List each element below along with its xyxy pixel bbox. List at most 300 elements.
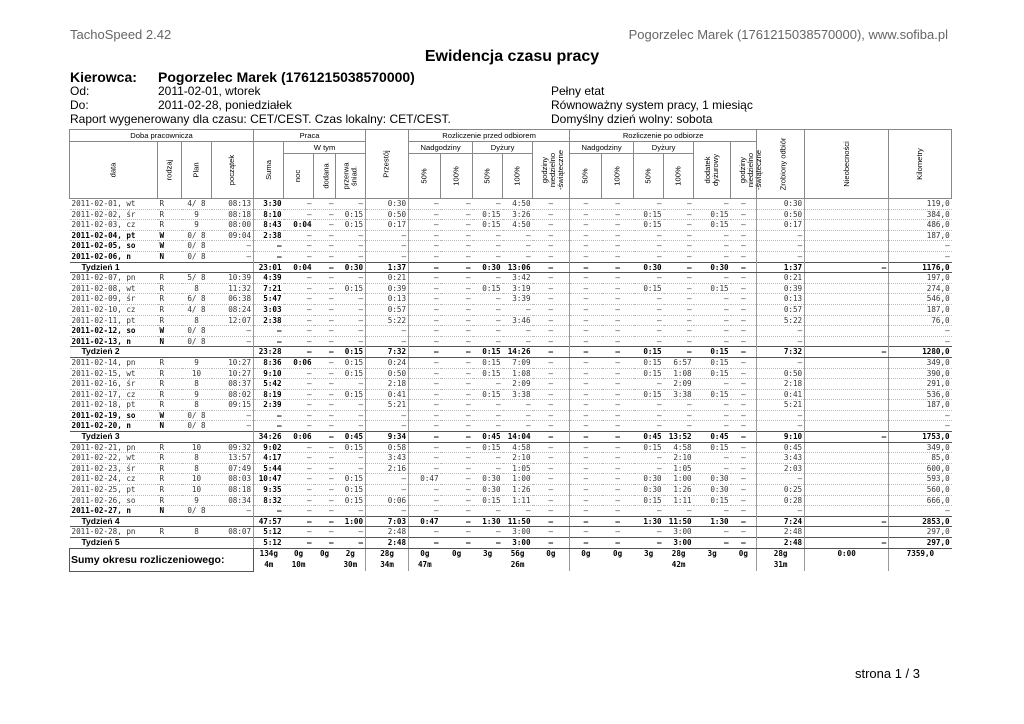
- table-cell: R: [158, 442, 182, 453]
- table-cell: –: [336, 527, 366, 538]
- table-cell: –: [336, 400, 366, 411]
- table-cell: 0:45: [473, 432, 503, 443]
- table-cell: 2011-02-22, wt: [70, 453, 158, 464]
- table-cell: 3:39: [503, 294, 533, 305]
- table-cell: –: [533, 304, 570, 315]
- table-cell: –: [473, 421, 503, 432]
- day-row: [70, 400, 952, 411]
- table-cell: R: [158, 495, 182, 506]
- table-cell: –: [634, 527, 664, 538]
- col-po-dodatek: dodatek dyżurowy: [694, 142, 731, 199]
- table-cell: –: [757, 326, 805, 337]
- col-po-dyz-50: 50%: [634, 154, 664, 199]
- table-cell: –: [284, 273, 314, 284]
- table-cell: –: [441, 495, 473, 506]
- table-cell: –: [570, 230, 602, 241]
- table-cell: 0:17: [757, 220, 805, 231]
- table-cell: –: [473, 273, 503, 284]
- table-cell: –: [336, 410, 366, 421]
- page-number: strona 1 / 3: [854, 666, 920, 681]
- page-title: Ewidencja czasu pracy: [424, 48, 600, 65]
- table-cell: –: [441, 379, 473, 390]
- report-timezone-line: Raport wygenerowany dla czasu: CET/CEST. Czas lokalny: CET/CEST.: [70, 112, 451, 126]
- table-cell: –: [314, 262, 336, 273]
- table-cell: –: [570, 506, 602, 517]
- table-cell: –: [533, 442, 570, 453]
- table-cell: 26m: [510, 560, 525, 570]
- table-cell: –: [409, 410, 441, 421]
- table-cell: 0:24: [366, 357, 409, 368]
- table-cell: –: [634, 410, 664, 421]
- day-row: [70, 389, 952, 400]
- table-cell: 2:09: [664, 379, 694, 390]
- table-cell: –: [314, 389, 336, 400]
- col-group-przed: Rozliczenie przed odbiorem: [409, 130, 570, 142]
- table-cell: –: [409, 389, 441, 400]
- table-cell: –: [731, 230, 757, 241]
- table-cell: 0:50: [366, 209, 409, 220]
- table-cell: 2:48: [757, 527, 805, 538]
- table-cell: 9:35: [254, 485, 284, 496]
- table-cell: –: [533, 379, 570, 390]
- day-row: [70, 442, 952, 453]
- table-cell: –: [570, 400, 602, 411]
- table-cell: –: [533, 463, 570, 474]
- table-cell: –: [731, 410, 757, 421]
- table-cell: 42m: [671, 560, 686, 570]
- table-cell: 0g: [284, 548, 314, 560]
- table-cell: W: [158, 230, 182, 241]
- table-cell: 0:15: [473, 209, 503, 220]
- table-cell: –: [284, 209, 314, 220]
- table-cell: 7:24: [757, 516, 805, 527]
- table-cell: R: [158, 294, 182, 305]
- col-dodana: dodana: [314, 154, 336, 199]
- table-cell: –: [602, 527, 634, 538]
- table-cell: –: [664, 220, 694, 231]
- table-cell: –: [602, 506, 634, 517]
- table-cell: –: [694, 379, 731, 390]
- table-cell: –: [634, 506, 664, 517]
- driver-info: [70, 70, 451, 126]
- table-cell: [473, 560, 503, 571]
- table-cell: [805, 495, 889, 506]
- day-row: [70, 421, 952, 432]
- table-cell: 2:48: [366, 538, 409, 549]
- table-cell: [805, 357, 889, 368]
- table-cell: 0:39: [366, 283, 409, 294]
- table-cell: –: [336, 506, 366, 517]
- table-cell: N: [158, 506, 182, 517]
- table-cell: 2011-02-21, pn: [70, 442, 158, 453]
- table-cell: –: [212, 241, 254, 252]
- table-cell: 1:30: [634, 516, 664, 527]
- table-cell: –: [409, 432, 441, 443]
- table-cell: 1:26: [503, 485, 533, 496]
- table-cell: –: [602, 336, 634, 347]
- table-cell: –: [664, 273, 694, 284]
- table-cell: 0:13: [757, 294, 805, 305]
- table-cell: –: [212, 326, 254, 337]
- table-cell: –: [757, 241, 805, 252]
- table-cell: 7359,0: [889, 548, 952, 560]
- table-cell: –: [254, 336, 284, 347]
- table-cell: 0:15: [634, 389, 664, 400]
- table-cell: 1:00: [503, 474, 533, 485]
- table-cell: –: [409, 273, 441, 284]
- table-cell: –: [694, 506, 731, 517]
- table-cell: –: [409, 400, 441, 411]
- table-cell: –: [473, 304, 503, 315]
- table-cell: 0:15: [694, 347, 731, 358]
- table-cell: –: [503, 400, 533, 411]
- table-cell: 09:32: [212, 442, 254, 453]
- table-cell: 3:00: [503, 538, 533, 549]
- table-cell: –: [314, 283, 336, 294]
- table-cell: 0/ 8: [182, 241, 212, 252]
- table-cell: 7:03: [366, 516, 409, 527]
- table-cell: –: [473, 241, 503, 252]
- table-cell: 2:16: [366, 463, 409, 474]
- table-cell: –: [694, 230, 731, 241]
- table-cell: 486,0: [889, 220, 952, 231]
- table-cell: –: [889, 421, 952, 432]
- table-cell: –: [441, 294, 473, 305]
- driver-label: Kierowca:: [70, 69, 137, 85]
- table-cell: –: [602, 326, 634, 337]
- table-cell: 0:41: [366, 389, 409, 400]
- table-cell: –: [570, 538, 602, 549]
- table-cell: –: [731, 336, 757, 347]
- table-cell: –: [284, 538, 314, 549]
- table-cell: –: [212, 251, 254, 262]
- col-po-nadgodziny: Nadgodziny: [570, 142, 634, 154]
- table-cell: 0:30: [634, 485, 664, 496]
- table-cell: –: [254, 251, 284, 262]
- table-cell: –: [805, 432, 889, 443]
- table-cell: 0:21: [366, 273, 409, 284]
- week-total-row: [70, 516, 952, 527]
- table-cell: 3:30: [254, 199, 284, 210]
- table-cell: 0:25: [757, 485, 805, 496]
- table-cell: 2011-02-20, n: [70, 421, 158, 432]
- table-cell: 0:50: [366, 368, 409, 379]
- table-cell: –: [731, 389, 757, 400]
- table-cell: –: [533, 389, 570, 400]
- col-plan: Plan: [182, 142, 212, 199]
- table-cell: –: [634, 463, 664, 474]
- table-cell: 08:18: [212, 485, 254, 496]
- table-cell: 0:47: [409, 516, 441, 527]
- table-cell: [533, 560, 570, 571]
- table-cell: 08:00: [212, 220, 254, 231]
- table-cell: –: [602, 421, 634, 432]
- table-cell: 0:39: [757, 283, 805, 294]
- table-cell: [570, 560, 602, 571]
- table-cell: 0/ 8: [182, 421, 212, 432]
- table-cell: –: [664, 400, 694, 411]
- day-row: [70, 251, 952, 262]
- table-cell: 384,0: [889, 209, 952, 220]
- table-cell: –: [602, 304, 634, 315]
- day-row: [70, 326, 952, 337]
- table-cell: –: [441, 273, 473, 284]
- table-cell: 8: [182, 463, 212, 474]
- table-cell: –: [284, 368, 314, 379]
- table-cell: 2011-02-02, śr: [70, 209, 158, 220]
- table-cell: –: [731, 453, 757, 464]
- table-cell: –: [314, 495, 336, 506]
- summary-row: [70, 548, 952, 560]
- table-cell: –: [602, 283, 634, 294]
- table-cell: –: [634, 230, 664, 241]
- table-cell: –: [570, 463, 602, 474]
- table-cell: 9:02: [254, 442, 284, 453]
- table-cell: –: [212, 506, 254, 517]
- table-cell: –: [284, 506, 314, 517]
- table-cell: –: [284, 495, 314, 506]
- table-cell: 06:38: [212, 294, 254, 305]
- table-cell: [805, 283, 889, 294]
- table-cell: –: [694, 304, 731, 315]
- table-cell: 3g: [694, 548, 731, 560]
- table-cell: 07:49: [212, 463, 254, 474]
- table-cell: [805, 506, 889, 517]
- table-cell: 0g: [314, 548, 336, 560]
- day-row: [70, 495, 952, 506]
- day-row: [70, 273, 952, 284]
- table-cell: –: [731, 400, 757, 411]
- table-cell: 8: [182, 315, 212, 326]
- table-cell: –: [570, 273, 602, 284]
- week-total-row: [70, 262, 952, 273]
- table-cell: 0:15: [336, 474, 366, 485]
- day-row: [70, 315, 952, 326]
- table-cell: 2011-02-11, pt: [70, 315, 158, 326]
- table-cell: –: [731, 357, 757, 368]
- table-cell: 0:30: [634, 262, 664, 273]
- table-cell: 2011-02-12, so: [70, 326, 158, 337]
- col-po-dyz-100: 100%: [664, 154, 694, 199]
- table-cell: –: [570, 527, 602, 538]
- table-cell: –: [503, 241, 533, 252]
- table-cell: –: [503, 410, 533, 421]
- table-cell: 5:44: [254, 463, 284, 474]
- table-cell: –: [441, 262, 473, 273]
- table-cell: –: [336, 453, 366, 464]
- week-label: Tydzień 4: [70, 516, 254, 527]
- table-cell: 4:58: [503, 442, 533, 453]
- table-cell: –: [441, 347, 473, 358]
- table-cell: –: [533, 241, 570, 252]
- table-cell: –: [731, 283, 757, 294]
- table-cell: –: [284, 347, 314, 358]
- col-po-nad-50: 50%: [570, 154, 602, 199]
- table-cell: 08:34: [212, 495, 254, 506]
- table-cell: –: [284, 199, 314, 210]
- table-cell: 08:07: [212, 527, 254, 538]
- table-cell: 28g: [366, 548, 409, 560]
- table-cell: –: [409, 336, 441, 347]
- table-cell: –: [570, 283, 602, 294]
- to-value: 2011-02-28, poniedziałek: [158, 98, 292, 112]
- table-cell: –: [664, 336, 694, 347]
- table-cell: 0:15: [634, 357, 664, 368]
- table-cell: R: [158, 357, 182, 368]
- table-cell: [805, 368, 889, 379]
- table-cell: 2011-02-07, pn: [70, 273, 158, 284]
- table-cell: 10:27: [212, 368, 254, 379]
- col-data: data: [70, 142, 158, 199]
- table-cell: 34:26: [254, 432, 284, 443]
- table-cell: –: [409, 527, 441, 538]
- table-cell: 297,0: [889, 538, 952, 549]
- table-cell: 2011-02-19, so: [70, 410, 158, 421]
- table-cell: –: [336, 241, 366, 252]
- table-cell: 0:30: [473, 262, 503, 273]
- table-cell: –: [336, 421, 366, 432]
- table-cell: W: [158, 326, 182, 337]
- table-cell: –: [602, 474, 634, 485]
- table-cell: –: [284, 400, 314, 411]
- table-cell: 47:57: [254, 516, 284, 527]
- table-cell: –: [284, 516, 314, 527]
- table-cell: 0/ 8: [182, 410, 212, 421]
- table-cell: 0g: [570, 548, 602, 560]
- table-cell: –: [664, 421, 694, 432]
- from-value: 2011-02-01, wtorek: [158, 84, 261, 98]
- table-cell: –: [314, 442, 336, 453]
- table-cell: –: [757, 357, 805, 368]
- table-cell: –: [441, 368, 473, 379]
- table-cell: 2:48: [366, 527, 409, 538]
- table-cell: –: [314, 474, 336, 485]
- table-cell: –: [602, 315, 634, 326]
- table-cell: –: [694, 410, 731, 421]
- table-cell: –: [409, 538, 441, 549]
- table-cell: 666,0: [889, 495, 952, 506]
- table-cell: 0:15: [336, 283, 366, 294]
- table-cell: 2011-02-03, cz: [70, 220, 158, 231]
- table-cell: –: [602, 357, 634, 368]
- day-row: [70, 220, 952, 231]
- table-cell: 0/ 8: [182, 326, 212, 337]
- table-cell: –: [366, 421, 409, 432]
- table-cell: 2011-02-25, pt: [70, 485, 158, 496]
- table-cell: 9:34: [366, 432, 409, 443]
- default-day-off: Domyślny dzień wolny: sobota: [551, 112, 713, 126]
- table-cell: –: [731, 315, 757, 326]
- table-cell: –: [409, 442, 441, 453]
- table-cell: 3:38: [503, 389, 533, 400]
- table-cell: 10:47: [254, 474, 284, 485]
- table-cell: –: [533, 421, 570, 432]
- table-cell: –: [602, 241, 634, 252]
- table-cell: 0:04: [284, 220, 314, 231]
- week-total-row: [70, 432, 952, 443]
- table-cell: 1280,0: [889, 347, 952, 358]
- table-cell: –: [602, 220, 634, 231]
- contract-info: [551, 84, 753, 126]
- table-cell: –: [503, 421, 533, 432]
- table-cell: –: [757, 230, 805, 241]
- table-cell: 2:18: [757, 379, 805, 390]
- table-cell: [805, 230, 889, 241]
- table-cell: 2011-02-06, n: [70, 251, 158, 262]
- table-cell: 09:15: [212, 400, 254, 411]
- table-cell: –: [533, 400, 570, 411]
- table-cell: –: [441, 230, 473, 241]
- table-cell: 4m: [254, 560, 284, 571]
- table-cell: 2011-02-05, so: [70, 241, 158, 252]
- table-cell: –: [533, 220, 570, 231]
- table-cell: 0:15: [473, 347, 503, 358]
- table-cell: 8: [182, 379, 212, 390]
- table-cell: 5:12: [254, 538, 284, 549]
- table-cell: –: [694, 241, 731, 252]
- day-row: [70, 379, 952, 390]
- table-cell: –: [284, 379, 314, 390]
- col-przed-nadgodziny: Nadgodziny: [409, 142, 473, 154]
- table-cell: 1753,0: [889, 432, 952, 443]
- table-cell: –: [314, 315, 336, 326]
- table-cell: –: [664, 230, 694, 241]
- table-cell: 0:15: [634, 209, 664, 220]
- table-cell: –: [409, 495, 441, 506]
- table-cell: –: [366, 474, 409, 485]
- table-cell: 0g: [602, 548, 634, 560]
- table-cell: [314, 560, 336, 571]
- col-przerwa: przerwa śniad.: [336, 154, 366, 199]
- table-cell: –: [503, 326, 533, 337]
- table-cell: 0/ 8: [182, 336, 212, 347]
- from-label: Od:: [70, 84, 90, 98]
- table-cell: 2:48: [757, 538, 805, 549]
- table-cell: 2011-02-04, pt: [70, 230, 158, 241]
- table-cell: –: [634, 421, 664, 432]
- table-cell: –: [664, 410, 694, 421]
- table-cell: 0:15: [473, 368, 503, 379]
- table-cell: [694, 560, 731, 571]
- table-cell: 1:37: [366, 262, 409, 273]
- table-cell: 0:06: [284, 432, 314, 443]
- table-cell: 0:30: [694, 262, 731, 273]
- table-cell: 274,0: [889, 283, 952, 294]
- table-cell: 3:43: [757, 453, 805, 464]
- table-cell: [805, 560, 889, 571]
- table-cell: –: [570, 294, 602, 305]
- table-cell: [805, 251, 889, 262]
- day-row: [70, 357, 952, 368]
- day-row: [70, 506, 952, 517]
- table-cell: –: [473, 336, 503, 347]
- table-cell: 8: [182, 400, 212, 411]
- col-rodzaj: rodzaj: [158, 142, 182, 199]
- table-cell: 3g: [634, 548, 664, 560]
- table-cell: –: [314, 485, 336, 496]
- table-cell: –: [634, 538, 664, 549]
- col-przed-godziny-nd: godziny niedzielno -świąteczne: [533, 142, 570, 199]
- table-cell: –: [533, 485, 570, 496]
- table-cell: –: [570, 336, 602, 347]
- col-noc: noc: [284, 154, 314, 199]
- table-cell: –: [731, 379, 757, 390]
- timesheet-table: [69, 129, 952, 572]
- table-cell: [805, 421, 889, 432]
- table-cell: –: [441, 357, 473, 368]
- table-cell: 0:15: [336, 357, 366, 368]
- table-cell: –: [314, 516, 336, 527]
